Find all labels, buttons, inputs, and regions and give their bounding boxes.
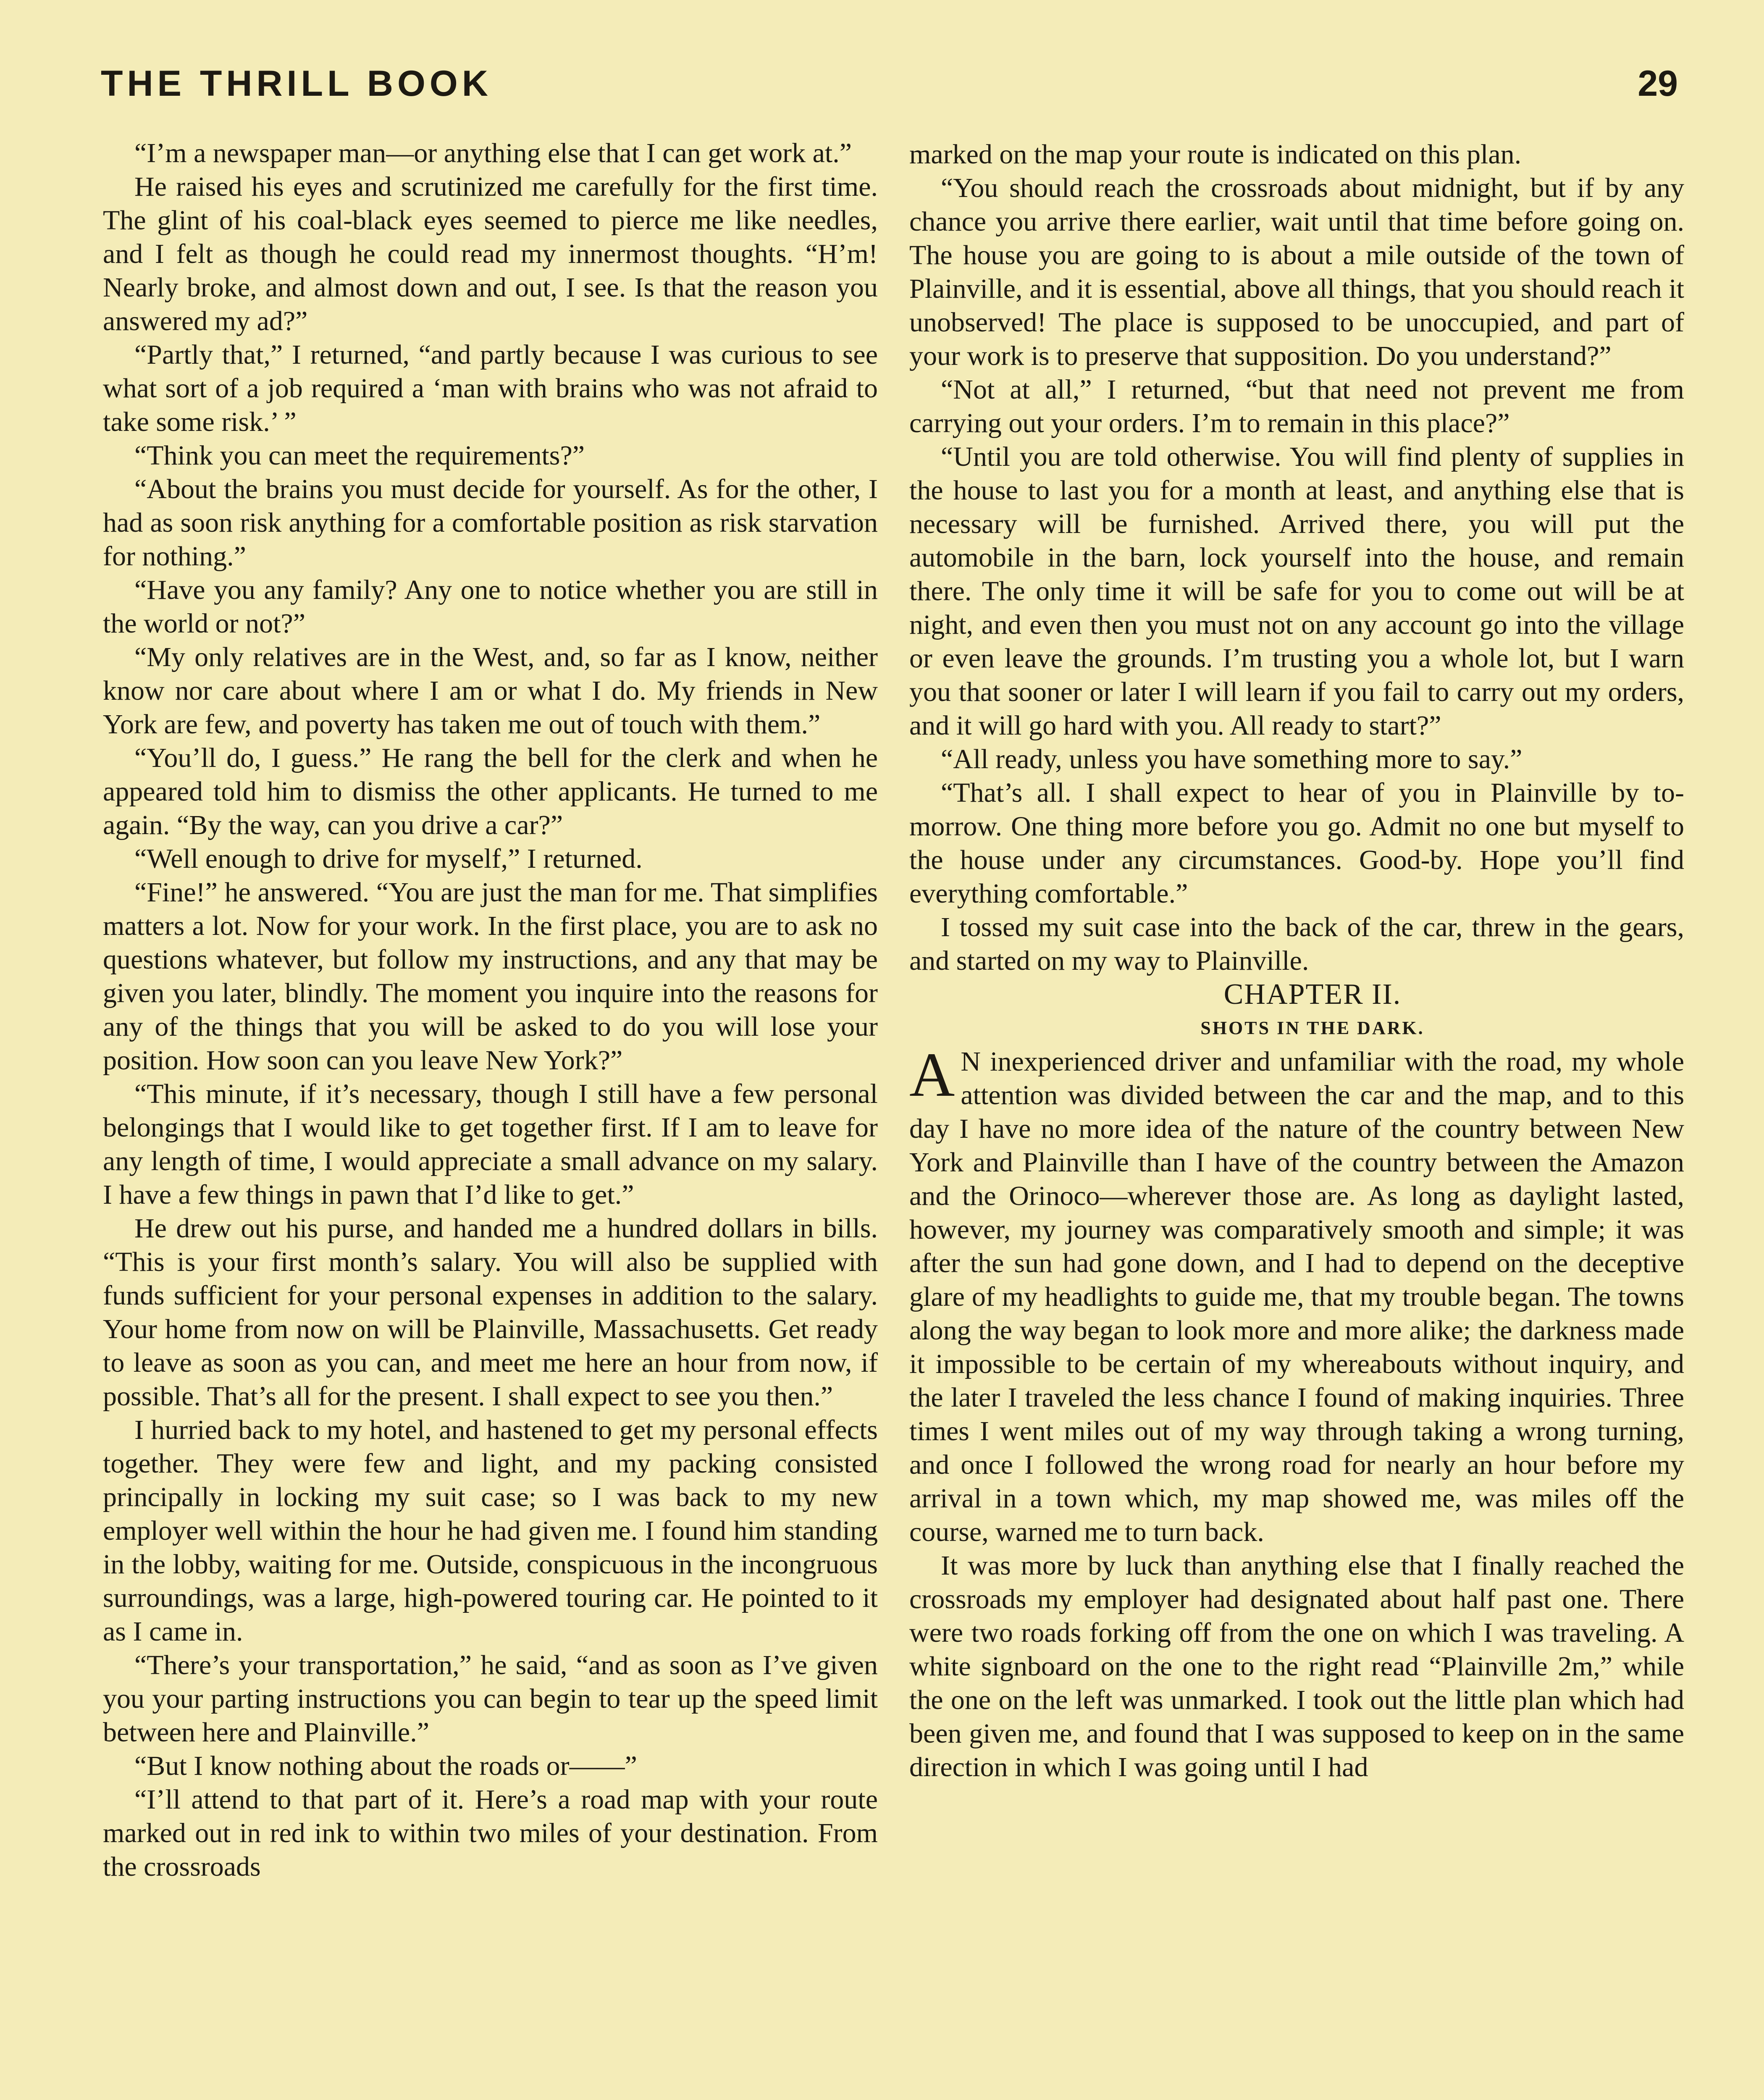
right-column bbox=[909, 138, 1684, 1784]
chapter-heading: CHAPTER II. bbox=[1223, 978, 1402, 1011]
paragraph: “But I know nothing about the roads or——” bbox=[134, 1751, 637, 1781]
paragraph: “There’s your transportation,” he said, “and as soon as I’ve given you your parting instructions you can begin to tear up the speed limit between here and Plainville.” bbox=[103, 1650, 878, 1748]
chapter-subtitle: SHOTS IN THE DARK. bbox=[1200, 1018, 1425, 1038]
paragraph: I tossed my suit case into the back of the car, threw in the gears, and started on my way to Plainville. bbox=[909, 912, 1684, 976]
paragraph: “About the brains you must decide for yourself. As for the other, I had as soon risk anything for a comfortable position as risk starvation for nothing.” bbox=[103, 474, 878, 572]
paragraph: “This minute, if it’s necessary, though I still have a few personal belongings that I would like to get together first. If I am to leave for any length of time, I would appreciate a small advance on my salary. I have a few things in pawn that I’d like to get.” bbox=[103, 1079, 878, 1210]
paragraph: “Not at all,” I returned, “but that need not prevent me from carrying out your orders. I’m to remain in this place?” bbox=[909, 374, 1684, 438]
drop-cap: A bbox=[909, 1040, 955, 1110]
paragraph: “All ready, unless you have something more to say.” bbox=[941, 744, 1522, 774]
paragraph: “Have you any family? Any one to notice whether you are still in the world or not?” bbox=[103, 575, 878, 639]
paragraph: “Fine!” he answered. “You are just the man for me. That simplifies matters a lot. Now for your work. In the first place, you are to ask no questions whatever, but follow my instructions, and any that may be given you later, blindly. The moment you inquire into the reasons for any of the things that you will be asked to do you will lose your position. How soon can you leave New York?” bbox=[103, 877, 878, 1076]
paragraph: “Well enough to drive for myself,” I returned. bbox=[134, 843, 643, 874]
left-column bbox=[103, 136, 878, 1884]
paragraph: “Partly that,” I returned, “and partly because I was curious to see what sort of a job required a ‘man with brains who was not afraid to take some risk.’ ” bbox=[103, 339, 878, 437]
chapter-opening-paragraph bbox=[909, 1040, 1684, 1549]
paragraph-text: N inexperienced driver and unfamiliar with the road, my whole attention was divided between the car and the map, and to this day I have no more idea of the nature of the country between New York and Plainville than I have of the country between the Amazon and the Orinoco—wherever those are. As long as daylight lasted, however, my journey was comparatively smooth and simple; it was after the sun had gone down, and I had to depend on the deceptive glare of my headlights to guide me, that my trouble began. The towns along the way began to look more and more alike; the darkness made it impossible to be certain of my whereabouts without inquiry, and the later I traveled the less chance I found of making inquiries. Three times I went miles out of my way through taking a wrong turning, and once I followed the wrong road for nearly an hour before my arrival in a town which, my map showed me, was miles off the course, warned me to turn back. bbox=[909, 1046, 1684, 1547]
paragraph: “Think you can meet the requirements?” bbox=[134, 440, 585, 471]
paragraph: He drew out his purse, and handed me a hundred dollars in bills. “This is your first month’s salary. You will also be supplied with funds sufficient for your personal expenses in addition to the salary. Your home from now on will be Plainville, Massachusetts. Get ready to leave as soon as you can, and meet me here an hour from now, if possible. That’s all for the present. I shall expect to see you then.” bbox=[103, 1213, 878, 1412]
running-header-title: THE THRILL BOOK bbox=[101, 63, 492, 104]
paragraph: “You’ll do, I guess.” He rang the bell for the clerk and when he appeared told him to dismiss the other applicants. He turned to me again. “By the way, can you drive a car?” bbox=[103, 743, 878, 840]
paragraph: “My only relatives are in the West, and, so far as I know, neither know nor care about where I am or what I do. My friends in New York are few, and poverty has taken me out of touch with them.” bbox=[103, 642, 878, 740]
paragraph: It was more by luck than anything else that I finally reached the crossroads my employer had designated about half past one. There were two roads forking off from the one on which I was traveling. A white signboard on the one to the right read “Plainville 2m,” while the one on the left was unmarked. I took out the little plan which had been given me, and found that I was supposed to keep on in the same direction in which I was going until I had bbox=[909, 1550, 1684, 1782]
paragraph: He raised his eyes and scrutinized me carefully for the first time. The glint of his coal-black eyes seemed to pierce me like needles, and I felt as though he could read my innermost thoughts. “H’m! Nearly broke, and almost down and out, I see. Is that the reason you answered my ad?” bbox=[103, 171, 878, 336]
paragraph: “I’m a newspaper man—or anything else that I can get work at.” bbox=[134, 138, 852, 168]
paragraph: “Until you are told otherwise. You will find plenty of supplies in the house to last you for a month at least, and anything else that is necessary will be furnished. Arrived there, you will put the automobile in the barn, lock yourself into the house, and remain there. The only time it will be safe for you to come out will be at night, and even then you must not on any account go into the village or even leave the grounds. I’m trusting you a whole lot, but I warn you that sooner or later I will learn if you fail to carry out my orders, and it will go hard with you. All ready to start?” bbox=[909, 441, 1684, 741]
paragraph: I hurried back to my hotel, and hastened to get my personal effects together. They were few and light, and my packing consisted principally in locking my suit case; so I was back to my new employer well within the hour he had given me. I found him standing in the lobby, waiting for me. Outside, conspicuous in the incongruous surroundings, was a large, high-powered touring car. He pointed to it as I came in. bbox=[103, 1415, 878, 1647]
page-number: 29 bbox=[1638, 63, 1678, 104]
paragraph: “That’s all. I shall expect to hear of you in Plainville by to-morrow. One thing more before you go. Admit no one but myself to the house under any circumstances. Good-by. Hope you’ll find everything comfortable.” bbox=[909, 777, 1684, 909]
paragraph: “You should reach the crossroads about midnight, but if by any chance you arrive there earlier, wait until that time before going on. The house you are going to is about a mile outside of the town of Plainville, and it is essential, above all things, that you should reach it unobserved! The place is supposed to be unoccupied, and part of your work is to preserve that supposition. Do you understand?” bbox=[909, 173, 1684, 371]
paragraph: marked on the map your route is indicated on this plan. bbox=[909, 139, 1522, 170]
paragraph: “I’ll attend to that part of it. Here’s a road map with your route marked out in red ink to within two miles of your destination. From the crossroads bbox=[103, 1784, 878, 1882]
